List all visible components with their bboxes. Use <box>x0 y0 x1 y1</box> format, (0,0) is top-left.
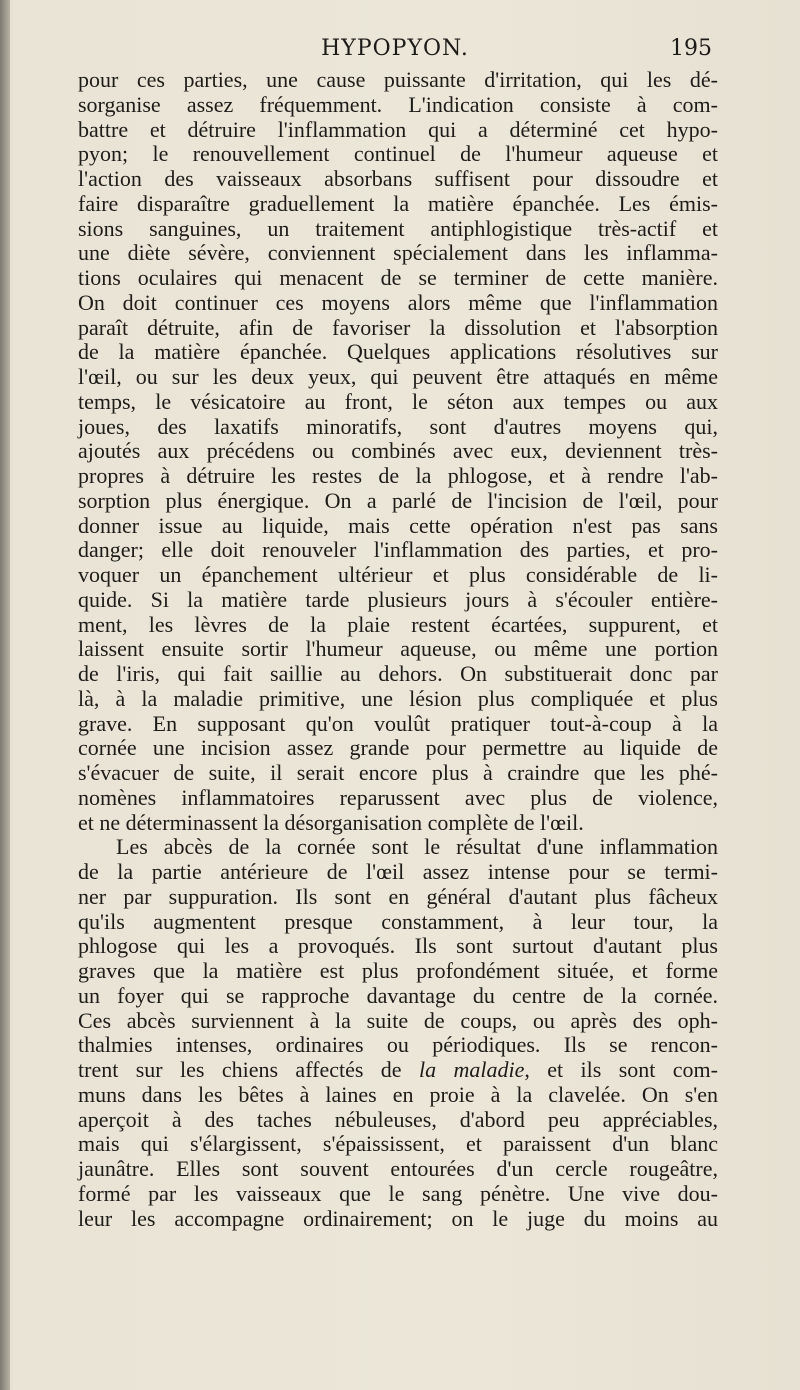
text-line: de l'iris, qui fait saillie au dehors. On substituerait donc par <box>78 661 718 686</box>
text-line: trent sur les chiens affectés de la maladie, et ils sont com- <box>78 1057 718 1082</box>
text-line: thalmies intenses, ordinaires ou périodiques. Ils se rencon- <box>78 1032 718 1058</box>
page-number: 195 <box>670 36 712 61</box>
text-line: danger; elle doit renouveler l'inflammation des parties, et pro- <box>78 537 718 563</box>
paragraph <box>78 835 718 1231</box>
text-line: s'évacuer de suite, il serait encore plus à craindre que les phé- <box>78 760 718 785</box>
paragraph <box>78 68 718 835</box>
text-line: là, à la maladie primitive, une lésion plus compliquée et plus <box>78 685 718 711</box>
text-line: jaunâtre. Elles sont souvent entourées d'un cercle rougeâtre, <box>78 1156 718 1181</box>
text-line: formé par les vaisseaux que le sang pénètre. Une vive dou- <box>78 1180 718 1206</box>
text-line: battre et détruire l'inflammation qui a déterminé cet hypo- <box>78 116 718 142</box>
text-line: qu'ils augmentent presque constamment, à leur tour, la <box>78 908 718 934</box>
text-line: pyon; le renouvellement continuel de l'humeur aqueuse et <box>78 141 718 167</box>
text-line: leur les accompagne ordinairement; on le juge du moins au <box>78 1205 718 1231</box>
text-line: de la partie antérieure de l'œil assez intense pour se termi- <box>78 859 718 884</box>
text-line: tions oculaires qui menacent de se terminer de cette manière. <box>78 265 718 290</box>
text-line: ner par suppuration. Ils sont en général d'autant plus fâcheux <box>78 883 718 909</box>
text-line: donner issue au liquide, mais cette opération n'est pas sans <box>78 512 718 538</box>
text-line: laissent ensuite sortir l'humeur aqueuse, ou même une portion <box>78 636 718 662</box>
text-line: voquer un épanchement ultérieur et plus considérable de li- <box>78 562 718 587</box>
text-line: Les abcès de la cornée sont le résultat d'une inflammation <box>116 834 718 860</box>
text-line: et ne déterminassent la désorganisation complète de l'œil. <box>78 809 584 835</box>
running-head: HYPOPYON. <box>321 36 469 61</box>
text-line: l'action des vaisseaux absorbans suffisent pour dissoudre et <box>78 166 718 191</box>
text-line: ment, les lèvres de la plaie restent écartées, suppurent, et <box>78 611 718 637</box>
text-line: un foyer qui se rapproche davantage du centre de la cornée. <box>78 982 718 1008</box>
text-line: sorption plus énergique. On a parlé de l'incision de l'œil, pour <box>78 487 718 513</box>
text-line: sorganise assez fréquemment. L'indication consiste à com- <box>78 91 718 117</box>
text-line: temps, le vésicatoire au front, le séton aux tempes ou aux <box>78 388 718 414</box>
text-line: muns dans les bêtes à laines en proie à la clavelée. On s'en <box>78 1081 718 1107</box>
text-line: une diète sévère, conviennent spécialement dans les inflamma- <box>78 240 718 266</box>
text-line: mais qui s'élargissent, s'épaississent, et paraissent d'un blanc <box>78 1131 718 1157</box>
text-line: graves que la matière est plus profondément située, et forme <box>78 958 718 983</box>
text-line: cornée une incision assez grande pour permettre au liquide de <box>78 735 718 761</box>
text-line: Ces abcès surviennent à la suite de coups, ou après des oph- <box>78 1007 718 1033</box>
page-header <box>78 36 712 70</box>
text-line: phlogose qui les a provoqués. Ils sont surtout d'autant plus <box>78 933 718 959</box>
text-line: faire disparaître graduellement la matière épanchée. Les émis- <box>78 190 718 216</box>
text-line: l'œil, ou sur les deux yeux, qui peuvent être attaqués en même <box>78 364 718 389</box>
page-body-text <box>78 68 718 1231</box>
page-binding-edge <box>0 0 10 1390</box>
text-line: grave. En supposant qu'on voulût pratiquer tout-à-coup à la <box>78 710 718 736</box>
text-line: sions sanguines, un traitement antiphlogistique très-actif et <box>78 215 718 241</box>
text-line: pour ces parties, une cause puissante d'irritation, qui les dé- <box>78 67 718 92</box>
text-line: joues, des laxatifs minoratifs, sont d'autres moyens qui, <box>78 413 718 439</box>
text-line: On doit continuer ces moyens alors même que l'inflammation <box>78 289 718 315</box>
text-line: propres à détruire les restes de la phlogose, et à rendre l'ab- <box>78 463 718 488</box>
text-line: nomènes inflammatoires reparussent avec plus de violence, <box>78 784 718 810</box>
text-line: ajoutés aux précédens ou combinés avec eux, deviennent très- <box>78 438 718 464</box>
text-line: de la matière épanchée. Quelques applications résolutives sur <box>78 339 718 365</box>
text-line: aperçoit à des taches nébuleuses, d'abord peu appréciables, <box>78 1106 718 1132</box>
text-line: paraît détruite, afin de favoriser la dissolution et l'absorption <box>78 314 718 340</box>
text-line: quide. Si la matière tarde plusieurs jours à s'écouler entière- <box>78 586 718 612</box>
